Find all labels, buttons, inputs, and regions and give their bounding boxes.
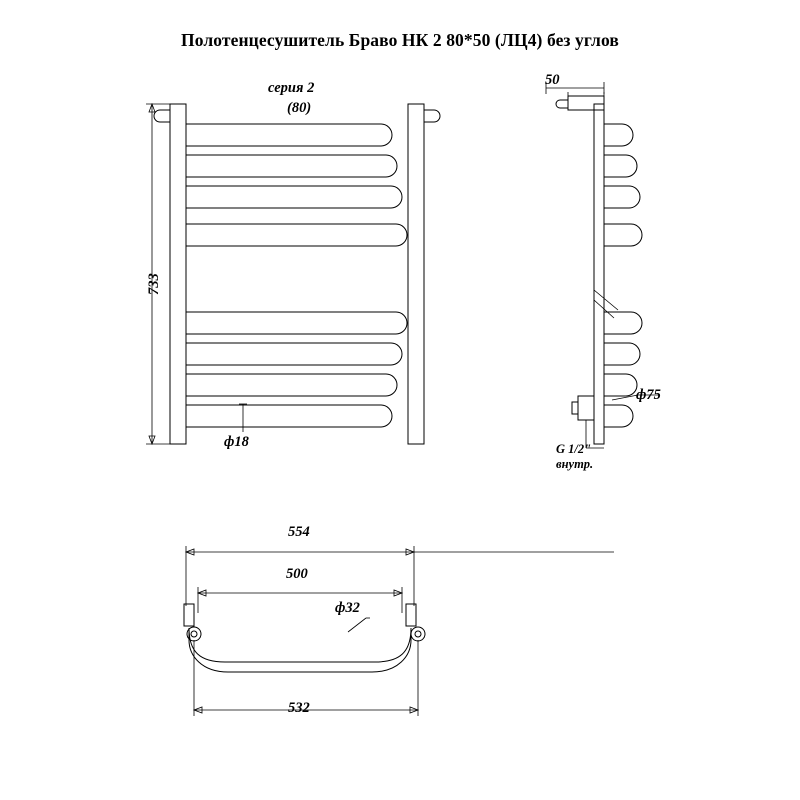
series-label-line1: серия 2 — [268, 80, 315, 96]
thread-label-line2: внутр. — [556, 457, 594, 471]
bend-diameter-label: ф32 — [335, 600, 360, 616]
bottom-width-label: 532 — [288, 700, 310, 716]
bracket-diameter-label: ф75 — [636, 387, 661, 403]
height-dimension-label: 733 — [146, 273, 162, 295]
outer-width-label: 554 — [288, 524, 310, 540]
pipe-diameter-label: ф18 — [224, 434, 249, 450]
page-title: Полотенцесушитель Браво НК 2 80*50 (ЛЦ4) без углов — [181, 30, 619, 50]
series-label-line2: (80) — [287, 100, 312, 116]
inner-width-label: 500 — [286, 566, 308, 582]
depth-dimension-label: 50 — [545, 72, 560, 88]
thread-label-line1: G 1/2" — [556, 442, 592, 456]
